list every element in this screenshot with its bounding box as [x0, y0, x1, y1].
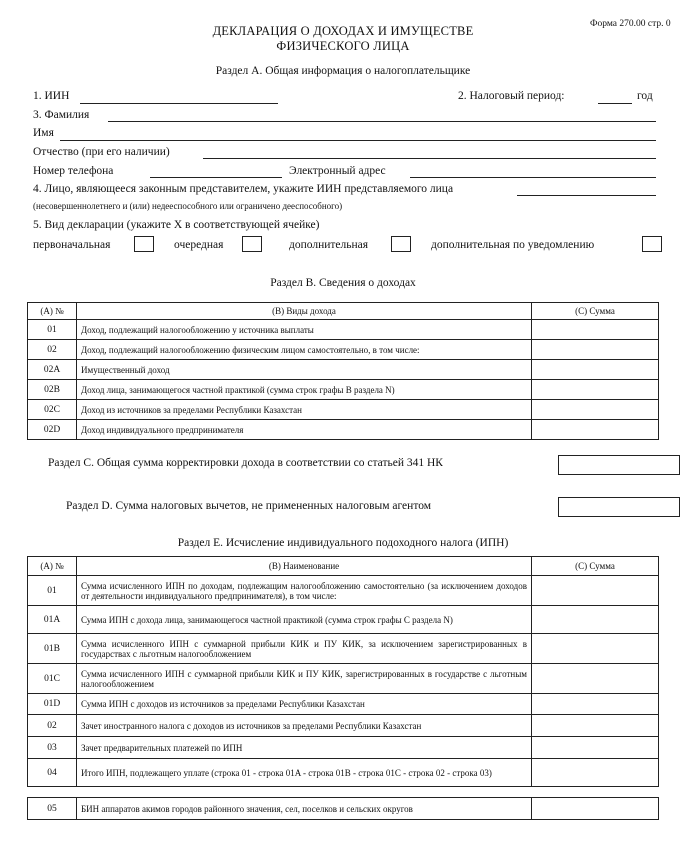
row-description: Сумма исчисленного ИПН с суммарной прибыли КИК и ПУ КИК, зарегистрированных в государстве с льготным налогообложением [77, 664, 532, 694]
declaration-title-line1: ДЕКЛАРАЦИЯ О ДОХОДАХ И ИМУЩЕСТВЕ [212, 24, 474, 38]
row-description: БИН аппаратов акимов городов районного значения, сел, поселков и сельских округов [77, 798, 532, 820]
row-sum-cell[interactable] [532, 576, 659, 606]
table-row [28, 340, 659, 360]
table-row [28, 576, 659, 606]
row-description: Сумма исчисленного ИПН с суммарной прибыли КИК и ПУ КИК, за исключением зарегистрированных в государствах с льготным налогообложением [77, 634, 532, 664]
section-c-sum-field[interactable] [558, 455, 680, 475]
row-sum-cell[interactable] [532, 759, 659, 787]
table-row [28, 400, 659, 420]
col-desc-header: (B) Виды дохода [77, 303, 532, 320]
col-sum-header: (C) Сумма [532, 557, 659, 576]
iin-field[interactable] [80, 103, 278, 104]
decl-type-additional-checkbox[interactable] [391, 236, 411, 252]
row-number: 01A [28, 606, 77, 634]
row-description: Имущественный доход [77, 360, 532, 380]
row-description: Доход лица, занимающегося частной практикой (сумма строк графы В раздела N) [77, 380, 532, 400]
surname-label: 3. Фамилия [33, 109, 90, 121]
row-sum-cell[interactable] [532, 340, 659, 360]
row-description: Сумма ИПН с дохода лица, занимающегося частной практикой (сумма строк графы С раздела N) [77, 606, 532, 634]
table-header-row [28, 557, 659, 576]
row-description: Доход индивидуального предпринимателя [77, 420, 532, 440]
tax-period-suffix: год [637, 90, 653, 102]
row-description: Сумма исчисленного ИПН по доходам, подлежащим налогообложению самостоятельно (за исключением доходов от деятельности индивидуального предпринимателя), в том числе: [77, 576, 532, 606]
row-sum-cell[interactable] [532, 320, 659, 340]
decl-type-initial-label: первоначальная [33, 239, 111, 251]
row-sum-cell[interactable] [532, 380, 659, 400]
row-sum-cell[interactable] [532, 634, 659, 664]
row-sum-cell[interactable] [532, 664, 659, 694]
row-description: Итого ИПН, подлежащего уплате (строка 01 - строка 01A - строка 01B - строка 01C - строка 02 - строка 03) [77, 759, 532, 787]
iin-label: 1. ИИН [33, 90, 70, 102]
row-description: Зачет предварительных платежей по ИПН [77, 737, 532, 759]
row-sum-cell[interactable] [532, 715, 659, 737]
form-code: Форма 270.00 стр. 0 [590, 19, 671, 29]
patronymic-field[interactable] [203, 158, 656, 159]
tax-period-label: 2. Налоговый период: [458, 90, 565, 102]
representative-iin-field[interactable] [517, 195, 656, 196]
income-table [27, 302, 659, 440]
row-description: Зачет иностранного налога с доходов из источников за пределами Республики Казахстан [77, 715, 532, 737]
name-label: Имя [33, 127, 54, 139]
table-row [28, 606, 659, 634]
row-sum-cell[interactable] [532, 400, 659, 420]
email-field[interactable] [410, 177, 656, 178]
row-number: 02D [28, 420, 77, 440]
section-c-title: Раздел C. Общая сумма корректировки дохода в соответствии со статьей 341 НК [48, 457, 443, 469]
declaration-title-line2: ФИЗИЧЕСКОГО ЛИЦА [276, 39, 410, 53]
row-number: 01 [28, 320, 77, 340]
row-description: Сумма ИПН с доходов из источников за пределами Республики Казахстан [77, 694, 532, 715]
table-row [28, 664, 659, 694]
row-number: 03 [28, 737, 77, 759]
representative-label: 4. Лицо, являющееся законным представителем, укажите ИИН представляемого лица [33, 183, 454, 195]
surname-field[interactable] [108, 121, 656, 122]
row-number: 01B [28, 634, 77, 664]
table-row [28, 694, 659, 715]
row-sum-cell[interactable] [532, 798, 659, 820]
table-row [28, 320, 659, 340]
row-description: Доход, подлежащий налогообложению физическим лицом самостоятельно, в том числе: [77, 340, 532, 360]
table-row [28, 360, 659, 380]
decl-type-notice-checkbox[interactable] [642, 236, 662, 252]
row-number: 02B [28, 380, 77, 400]
name-field[interactable] [60, 140, 656, 141]
table-row [28, 737, 659, 759]
row-number: 02 [28, 340, 77, 360]
table-header-row [28, 303, 659, 320]
row-number: 02A [28, 360, 77, 380]
declaration-type-label: 5. Вид декларации (укажите Х в соответствующей ячейке) [33, 219, 320, 231]
col-no-header: (A) № [28, 557, 77, 576]
section-d-title: Раздел D. Сумма налоговых вычетов, не примененных налоговым агентом [66, 500, 431, 512]
row-number: 04 [28, 759, 77, 787]
row-number: 01C [28, 664, 77, 694]
row-number: 01D [28, 694, 77, 715]
table-row [28, 420, 659, 440]
row-sum-cell[interactable] [532, 360, 659, 380]
row-number: 01 [28, 576, 77, 606]
decl-type-regular-label: очередная [174, 239, 224, 251]
table-row [28, 380, 659, 400]
row-sum-cell[interactable] [532, 606, 659, 634]
table-row [28, 634, 659, 664]
row-sum-cell[interactable] [532, 737, 659, 759]
decl-type-initial-checkbox[interactable] [134, 236, 154, 252]
col-no-header: (A) № [28, 303, 77, 320]
decl-type-regular-checkbox[interactable] [242, 236, 262, 252]
tax-period-field[interactable] [598, 103, 632, 104]
section-b-title: Раздел B. Сведения о доходах [270, 277, 416, 289]
table-row [28, 798, 659, 820]
patronymic-label: Отчество (при его наличии) [33, 146, 170, 158]
section-d-sum-field[interactable] [558, 497, 680, 517]
col-desc-header: (B) Наименование [77, 557, 532, 576]
row-sum-cell[interactable] [532, 694, 659, 715]
bin-table [27, 797, 659, 820]
email-label: Электронный адрес [289, 165, 386, 177]
row-number: 02 [28, 715, 77, 737]
row-sum-cell[interactable] [532, 420, 659, 440]
col-sum-header: (C) Сумма [532, 303, 659, 320]
row-number: 02C [28, 400, 77, 420]
decl-type-additional-label: дополнительная [289, 239, 369, 251]
row-number: 05 [28, 798, 77, 820]
phone-field[interactable] [150, 177, 282, 178]
tax-table [27, 556, 659, 787]
row-description: Доход из источников за пределами Республики Казахстан [77, 400, 532, 420]
phone-label: Номер телефона [33, 165, 114, 177]
section-a-title: Раздел А. Общая информация о налогоплательщике [215, 65, 471, 77]
section-e-title: Раздел E. Исчисление индивидуального подоходного налога (ИПН) [177, 537, 509, 549]
row-description: Доход, подлежащий налогообложению у источника выплаты [77, 320, 532, 340]
table-row [28, 715, 659, 737]
decl-type-notice-label: дополнительная по уведомлению [431, 239, 595, 251]
table-row [28, 759, 659, 787]
representative-note: (несовершеннолетнего и (или) недееспособного или ограничено дееспособного) [33, 201, 343, 211]
